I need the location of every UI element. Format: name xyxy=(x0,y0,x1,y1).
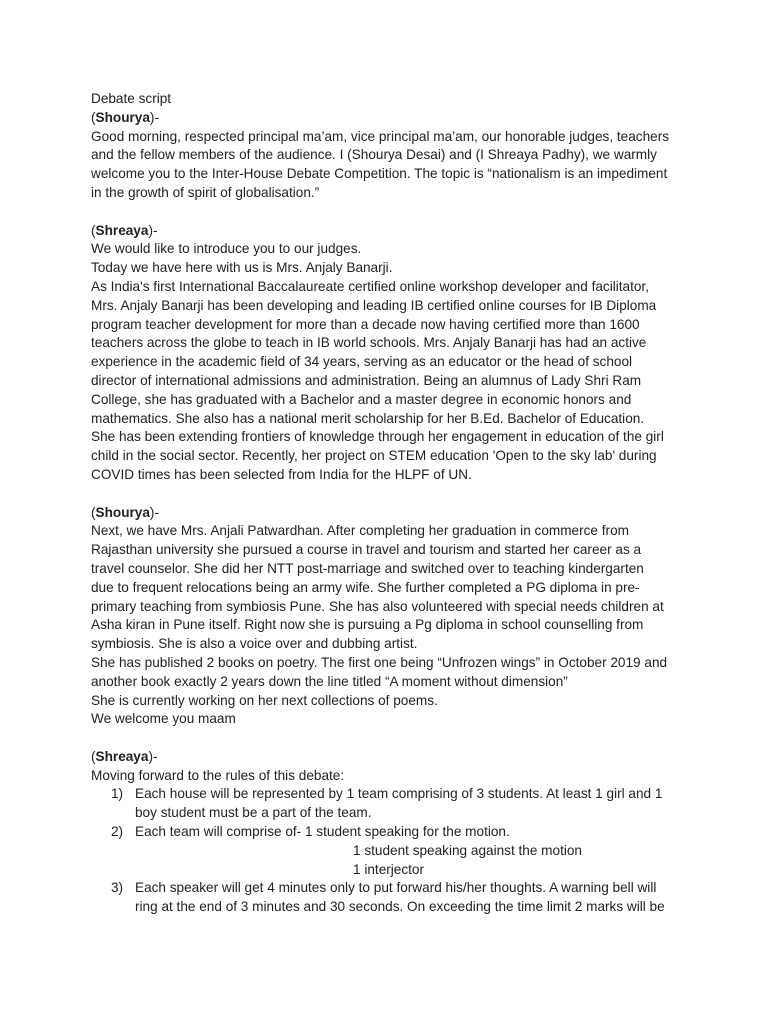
speech-line: and the fellow members of the audience. I (Shourya Desai) and (I Shreaya Padhy), we warmly xyxy=(91,147,657,163)
speech-line: She has published 2 books on poetry. The first one being “Unfrozen wings” in October 2019 and xyxy=(91,654,668,670)
rule-item xyxy=(91,823,691,879)
rules-list xyxy=(91,785,691,917)
speech-section xyxy=(91,504,691,730)
speech-section xyxy=(91,748,691,786)
rule-item xyxy=(91,785,691,823)
speech-line: She is currently working on her next collections of poems. xyxy=(91,692,438,708)
paragraph-gap xyxy=(91,203,691,222)
speech-line: Asha kiran in Pune itself. Right now she is pursuing a Pg diploma in school counselling from xyxy=(91,617,644,633)
rule-line: Each speaker will get 4 minutes only to put forward his/her thoughts. A warning bell will xyxy=(135,880,657,896)
speech-line: in the growth of spirit of globalisation.” xyxy=(91,184,320,200)
speech-line: child in the social sector. Recently, her project on STEM education 'Open to the sky lab' during xyxy=(91,448,657,464)
speech-line: mathematics. She also has a national merit scholarship for her B.Ed. Bachelor of Education. xyxy=(91,410,645,426)
speech-line: travel counselor. She did her NTT post-marriage and switched over to teaching kindergarten xyxy=(91,560,644,576)
rule-item xyxy=(91,879,691,917)
speech-line: Mrs. Anjaly Banarji has been developing and leading IB certified online courses for IB Diploma xyxy=(91,297,657,313)
speech-line: College, she has graduated with a Bachelor and a master degree in economic honors and xyxy=(91,391,632,407)
speaker-name: Shourya xyxy=(95,504,150,520)
rule-sub-line: 1 interjector xyxy=(353,861,425,877)
speech-line: experience in the academic field of 34 years, serving as an educator or the head of school xyxy=(91,354,633,370)
speech-line: She has been extending frontiers of knowledge through her engagement in education of the girl xyxy=(91,429,664,445)
speaker-heading: (Shreaya)- xyxy=(91,748,158,764)
rule-sub-line: 1 student speaking against the motion xyxy=(353,842,582,858)
speech-line: Next, we have Mrs. Anjali Patwardhan. After completing her graduation in commerce from xyxy=(91,523,629,539)
speech-line: teachers across the globe to teach in IB world schools. Mrs. Anjaly Banarji has had an active xyxy=(91,335,647,351)
speech-line: Moving forward to the rules of this debate: xyxy=(91,767,345,783)
speech-line: primary teaching from symbiosis Pune. She has also volunteered with special needs children at xyxy=(91,598,664,614)
speech-line: Good morning, respected principal ma’am, vice principal ma’am, our honorable judges, teachers xyxy=(91,128,670,144)
speech-line: We welcome you maam xyxy=(91,711,236,727)
speaker-name: Shreaya xyxy=(95,748,149,764)
document-title: Debate script xyxy=(91,91,172,106)
speaker-name: Shreaya xyxy=(95,222,149,238)
speech-section xyxy=(91,109,691,203)
speaker-name: Shourya xyxy=(95,109,150,125)
rule-line: Each team will comprise of- 1 student speaking for the motion. xyxy=(135,824,510,840)
speech-line: director of international admissions and administration. Being an alumnus of Lady Shri Ram xyxy=(91,372,642,388)
speech-section xyxy=(91,222,691,485)
speech-line: We would like to introduce you to our judges. xyxy=(91,241,362,257)
document-page xyxy=(91,90,691,917)
rule-line: Each house will be represented by 1 team comprising of 3 students. At least 1 girl and 1 xyxy=(135,786,663,802)
speech-line: program teacher development for more than a decade now having certified more than 1600 xyxy=(91,316,640,332)
rule-number: 1) xyxy=(111,786,124,802)
rule-number: 3) xyxy=(111,880,124,896)
rule-line: ring at the end of 3 minutes and 30 seconds. On exceeding the time limit 2 marks will be xyxy=(135,899,665,915)
speech-line: another book exactly 2 years down the line titled “A moment without dimension” xyxy=(91,673,568,689)
speaker-heading: (Shourya)- xyxy=(91,109,159,125)
speech-line: COVID times has been selected from India for the HLPF of UN. xyxy=(91,466,472,482)
speech-line: As India's first International Baccalaureate certified online workshop developer and facilitator, xyxy=(91,278,649,294)
speech-line: due to frequent relocations being an army wife. She further completed a PG diploma in pre- xyxy=(91,579,640,595)
speech-line: welcome you to the Inter-House Debate Competition. The topic is “nationalism is an impediment xyxy=(91,166,668,182)
speech-line: Rajasthan university she pursued a course in travel and tourism and started her career as a xyxy=(91,542,642,558)
speech-line: symbiosis. She is also a voice over and dubbing artist. xyxy=(91,636,418,652)
speech-line: Today we have here with us is Mrs. Anjaly Banarji. xyxy=(91,260,393,276)
paragraph-gap xyxy=(91,485,691,504)
speaker-heading: (Shourya)- xyxy=(91,504,159,520)
speaker-heading: (Shreaya)- xyxy=(91,222,158,238)
rule-number: 2) xyxy=(111,824,124,840)
paragraph-gap xyxy=(91,729,691,748)
rule-line: boy student must be a part of the team. xyxy=(135,805,372,821)
